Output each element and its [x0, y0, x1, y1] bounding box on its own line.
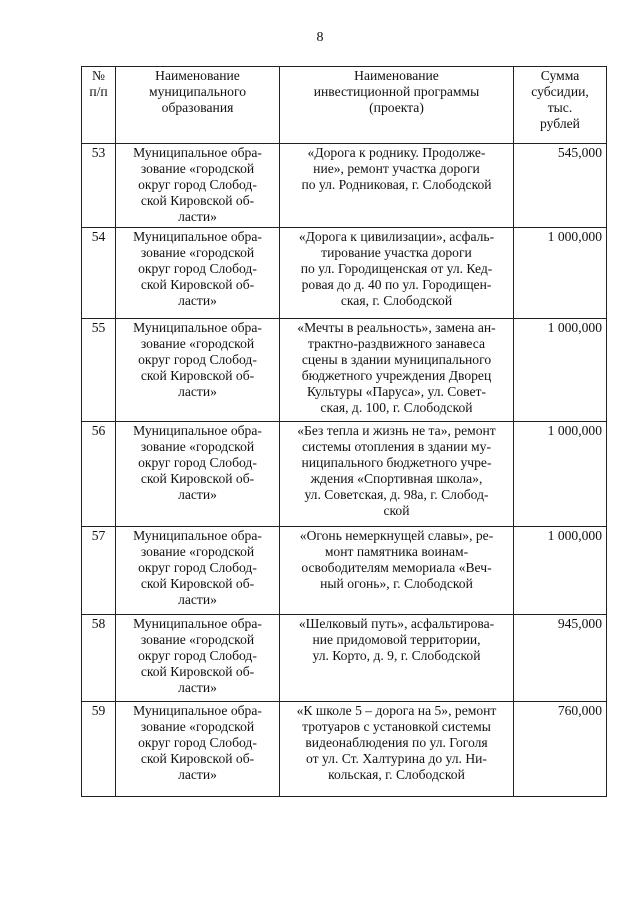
text-line: инвестиционной программы: [313, 84, 480, 99]
row-number: 53: [82, 144, 116, 228]
text-line: ние придомовой территории,: [312, 632, 481, 647]
text-line: Наименование: [155, 68, 240, 83]
text-line: муниципального: [148, 84, 246, 99]
text-line: от ул. Ст. Халтурина до ул. Ни-: [306, 751, 487, 766]
text-line: субсидии,: [531, 84, 589, 99]
text-line: «Без тепла и жизнь не та», ремонт: [297, 423, 496, 438]
text-line: тирование участка дороги: [321, 245, 472, 260]
text-line: рублей: [540, 116, 580, 131]
text-line: зование «городской: [140, 336, 255, 351]
text-line: Муниципальное обра-: [133, 616, 262, 631]
text-line: ской: [383, 503, 410, 518]
table-row: [82, 527, 607, 615]
subsidy-amount: 945,000: [514, 615, 607, 702]
text-line: зование «городской: [140, 719, 255, 734]
municipality-name: [116, 319, 280, 422]
text-line: монт памятника воинам-: [324, 544, 469, 559]
program-name: [280, 319, 514, 422]
table-row: [82, 615, 607, 702]
text-line: Муниципальное обра-: [133, 320, 262, 335]
page-number: 8: [316, 30, 324, 45]
text-line: округ город Слобод-: [138, 352, 257, 367]
text-line: ласти»: [178, 487, 217, 502]
program-name: [280, 144, 514, 228]
table-row: [82, 702, 607, 797]
table-row: [82, 228, 607, 319]
row-number: 58: [82, 615, 116, 702]
text-line: округ город Слобод-: [138, 648, 257, 663]
text-line: ской Кировской об-: [140, 277, 255, 292]
text-line: ская, д. 100, г. Слободской: [320, 400, 473, 415]
text-line: ласти»: [178, 209, 217, 224]
subsidy-amount: 1 000,000: [514, 319, 607, 422]
program-name: [280, 228, 514, 319]
program-name: [280, 422, 514, 527]
table-header-row: [82, 67, 607, 144]
text-line: Культуры «Паруса», ул. Совет-: [307, 384, 486, 399]
text-line: зование «городской: [140, 161, 255, 176]
row-number: 55: [82, 319, 116, 422]
text-line: «Мечты в реальность», замена ан-: [297, 320, 496, 335]
text-line: кольская, г. Слободской: [328, 767, 465, 782]
text-line: зование «городской: [140, 632, 255, 647]
text-line: системы отопления в здании му-: [302, 439, 491, 454]
text-line: №: [92, 68, 105, 83]
row-number: 54: [82, 228, 116, 319]
text-line: (проекта): [369, 100, 424, 115]
text-line: ласти»: [178, 592, 217, 607]
program-name: [280, 527, 514, 615]
text-line: образования: [161, 100, 234, 115]
text-line: бюджетного учреждения Дворец: [301, 368, 492, 383]
text-line: округ город Слобод-: [138, 261, 257, 276]
header-sum: [514, 67, 607, 144]
text-line: ласти»: [178, 384, 217, 399]
subsidy-table: [81, 66, 607, 797]
text-line: освободителям мемориала «Веч-: [301, 560, 492, 575]
text-line: Наименование: [354, 68, 439, 83]
row-number: 59: [82, 702, 116, 797]
municipality-name: [116, 527, 280, 615]
subsidy-amount: 1 000,000: [514, 527, 607, 615]
text-line: ласти»: [178, 293, 217, 308]
text-line: зование «городской: [140, 245, 255, 260]
text-line: ской Кировской об-: [140, 664, 255, 679]
text-line: ской Кировской об-: [140, 751, 255, 766]
text-line: округ город Слобод-: [138, 455, 257, 470]
subsidy-amount: 1 000,000: [514, 422, 607, 527]
text-line: ровая до д. 40 по ул. Городищен-: [301, 277, 492, 292]
subsidy-amount: 545,000: [514, 144, 607, 228]
text-line: ская, г. Слободской: [340, 293, 453, 308]
header-municipality: [116, 67, 280, 144]
text-line: п/п: [89, 84, 108, 99]
text-line: Муниципальное обра-: [133, 229, 262, 244]
header-program: [280, 67, 514, 144]
text-line: ный огонь», г. Слободской: [320, 576, 473, 591]
text-line: зование «городской: [140, 544, 255, 559]
text-line: ской Кировской об-: [140, 471, 255, 486]
text-line: округ город Слобод-: [138, 560, 257, 575]
municipality-name: [116, 144, 280, 228]
text-line: Муниципальное обра-: [133, 703, 262, 718]
text-line: видеонаблюдения по ул. Гоголя: [305, 735, 488, 750]
text-line: ской Кировской об-: [140, 576, 255, 591]
text-line: тыс.: [547, 100, 573, 115]
text-line: округ город Слобод-: [138, 177, 257, 192]
program-name: [280, 702, 514, 797]
text-line: ской Кировской об-: [140, 368, 255, 383]
text-line: тротуаров с установкой системы: [302, 719, 491, 734]
municipality-name: [116, 422, 280, 527]
municipality-name: [116, 615, 280, 702]
subsidy-amount: 1 000,000: [514, 228, 607, 319]
text-line: по ул. Родниковая, г. Слободской: [301, 177, 492, 192]
text-line: сцены в здании муниципального: [301, 352, 492, 367]
text-line: ние», ремонт участка дороги: [313, 161, 480, 176]
text-line: по ул. Городищенская от ул. Кед-: [300, 261, 493, 276]
row-number: 56: [82, 422, 116, 527]
text-line: Муниципальное обра-: [133, 423, 262, 438]
program-name: [280, 615, 514, 702]
text-line: ждения «Спортивная школа»,: [310, 471, 483, 486]
text-line: ласти»: [178, 680, 217, 695]
subsidy-amount: 760,000: [514, 702, 607, 797]
text-line: Сумма: [540, 68, 580, 83]
municipality-name: [116, 702, 280, 797]
text-line: Муниципальное обра-: [133, 528, 262, 543]
table-row: [82, 319, 607, 422]
text-line: ниципального бюджетного учре-: [301, 455, 492, 470]
text-line: зование «городской: [140, 439, 255, 454]
text-line: Муниципальное обра-: [133, 145, 262, 160]
header-number: [82, 67, 116, 144]
row-number: 57: [82, 527, 116, 615]
text-line: «Дорога к роднику. Продолже-: [307, 145, 486, 160]
text-line: ул. Советская, д. 98а, г. Слобод-: [304, 487, 489, 502]
text-line: «Дорога к цивилизации», асфаль-: [298, 229, 495, 244]
text-line: трактно-раздвижного занавеса: [307, 336, 486, 351]
text-line: «Шелковый путь», асфальтирова-: [298, 616, 495, 631]
municipality-name: [116, 228, 280, 319]
table-row: [82, 422, 607, 527]
text-line: ской Кировской об-: [140, 193, 255, 208]
table-row: [82, 144, 607, 228]
text-line: ул. Корто, д. 9, г. Слободской: [312, 648, 481, 663]
text-line: округ город Слобод-: [138, 735, 257, 750]
text-line: «Огонь немеркнущей славы», ре-: [299, 528, 494, 543]
text-line: ласти»: [178, 767, 217, 782]
text-line: «К школе 5 – дорога на 5», ремонт: [296, 703, 497, 718]
